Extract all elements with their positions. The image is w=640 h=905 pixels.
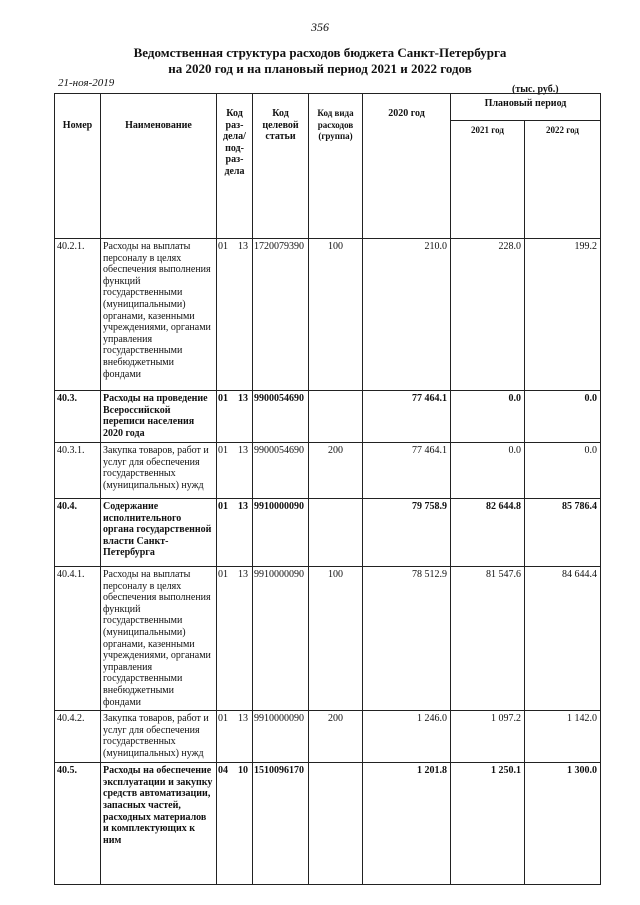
header-2021: 2021 год xyxy=(451,121,525,239)
row-value-2020: 77 464.1 xyxy=(363,443,451,499)
row-value-2021: 81 547.6 xyxy=(451,567,525,711)
podrazdel-code: 10 xyxy=(238,765,248,777)
razdel-code: 01 xyxy=(218,713,228,725)
row-value-2022: 199.2 xyxy=(525,239,601,391)
table-row xyxy=(55,391,601,443)
row-target-code: 1510096170 xyxy=(253,763,309,885)
header-target: Код целевой статьи xyxy=(253,94,309,239)
razdel-code: 01 xyxy=(218,569,228,580)
row-target-code: 9910000090 xyxy=(253,499,309,567)
header-2020: 2020 год xyxy=(363,94,451,239)
row-razdel xyxy=(217,239,253,391)
row-number: 40.4.2. xyxy=(55,711,101,763)
podrazdel-code: 13 xyxy=(238,501,248,512)
row-name: Расходы на проведение Всероссийской переписи населения 2020 года xyxy=(101,391,217,443)
row-razdel xyxy=(217,391,253,443)
row-razdel xyxy=(217,443,253,499)
page-number: 356 xyxy=(311,20,329,34)
row-value-2020: 77 464.1 xyxy=(363,391,451,443)
podrazdel-code: 13 xyxy=(238,241,248,252)
row-value-2022: 0.0 xyxy=(525,443,601,499)
row-vid-code xyxy=(309,391,363,443)
row-number: 40.4.1. xyxy=(55,567,101,711)
row-vid-code xyxy=(309,763,363,885)
row-name: Закупка товаров, работ и услуг для обеспечения государственных (муниципальных) нужд xyxy=(101,711,217,763)
row-value-2020: 1 201.8 xyxy=(363,763,451,885)
row-value-2022: 0.0 xyxy=(525,391,601,443)
row-value-2022: 85 786.4 xyxy=(525,499,601,567)
row-value-2021: 82 644.8 xyxy=(451,499,525,567)
row-target-code: 9900054690 xyxy=(253,443,309,499)
row-target-code: 9910000090 xyxy=(253,567,309,711)
table-row xyxy=(55,443,601,499)
razdel-code: 04 xyxy=(218,765,228,777)
row-razdel xyxy=(217,567,253,711)
row-value-2021: 0.0 xyxy=(451,443,525,499)
header-2022: 2022 год xyxy=(525,121,601,239)
row-name: Расходы на выплаты персоналу в целях обеспечения выполнения функций государственными (муниципальными) органами, казенными учреждениями, органами управления государственными внебюджетными фондами xyxy=(101,239,217,391)
row-razdel xyxy=(217,499,253,567)
row-target-code: 1720079390 xyxy=(253,239,309,391)
header-number: Номер xyxy=(55,94,101,239)
row-number: 40.4. xyxy=(55,499,101,567)
row-name: Расходы на выплаты персоналу в целях обеспечения выполнения функций государственными (муниципальными) органами, казенными учреждениями, органами управления государственными внебюджетными фондами xyxy=(101,567,217,711)
row-value-2022: 84 644.4 xyxy=(525,567,601,711)
row-razdel xyxy=(217,763,253,885)
row-name: Содержание исполнительного органа государственной власти Санкт-Петербурга xyxy=(101,499,217,567)
row-number: 40.5. xyxy=(55,763,101,885)
row-number: 40.3. xyxy=(55,391,101,443)
units-label: (тыс. руб.) xyxy=(512,84,559,95)
row-value-2020: 79 758.9 xyxy=(363,499,451,567)
razdel-code: 01 xyxy=(218,241,228,252)
header-razdel: Код раз-дела/ под-раз-дела xyxy=(217,94,253,239)
document-title xyxy=(0,45,640,77)
row-target-code: 9900054690 xyxy=(253,391,309,443)
row-value-2022: 1 300.0 xyxy=(525,763,601,885)
row-vid-code: 100 xyxy=(309,239,363,391)
podrazdel-code: 13 xyxy=(238,445,248,456)
row-value-2021: 1 097.2 xyxy=(451,711,525,763)
table-row xyxy=(55,239,601,391)
header-vid: Код вида расходов (группа) xyxy=(309,94,363,239)
table-row xyxy=(55,567,601,711)
table-row xyxy=(55,763,601,885)
row-name: Расходы на обеспечение эксплуатации и закупку средств автоматизации, запасных частей, расходных материалов и комплектующих к ним xyxy=(101,763,217,885)
row-number: 40.2.1. xyxy=(55,239,101,391)
table-row xyxy=(55,711,601,763)
podrazdel-code: 13 xyxy=(238,569,248,580)
razdel-code: 01 xyxy=(218,445,228,456)
document-date: 21-ноя-2019 xyxy=(58,77,115,89)
razdel-code: 01 xyxy=(218,393,228,404)
row-value-2022: 1 142.0 xyxy=(525,711,601,763)
razdel-code: 01 xyxy=(218,501,228,512)
row-name: Закупка товаров, работ и услуг для обеспечения государственных (муниципальных) нужд xyxy=(101,443,217,499)
table-row xyxy=(55,499,601,567)
row-vid-code: 200 xyxy=(309,711,363,763)
row-value-2020: 78 512.9 xyxy=(363,567,451,711)
budget-table xyxy=(54,93,601,885)
row-value-2021: 0.0 xyxy=(451,391,525,443)
header-name: Наименование xyxy=(101,94,217,239)
row-vid-code: 100 xyxy=(309,567,363,711)
podrazdel-code: 13 xyxy=(238,713,248,725)
row-vid-code: 200 xyxy=(309,443,363,499)
row-vid-code xyxy=(309,499,363,567)
row-razdel xyxy=(217,711,253,763)
title-line-1: Ведомственная структура расходов бюджета Санкт-Петербурга xyxy=(133,45,507,60)
row-target-code: 9910000090 xyxy=(253,711,309,763)
title-line-2: на 2020 год и на плановый период 2021 и 2022 годов xyxy=(168,61,472,76)
row-number: 40.3.1. xyxy=(55,443,101,499)
podrazdel-code: 13 xyxy=(238,393,248,404)
row-value-2020: 210.0 xyxy=(363,239,451,391)
row-value-2021: 1 250.1 xyxy=(451,763,525,885)
row-value-2020: 1 246.0 xyxy=(363,711,451,763)
row-value-2021: 228.0 xyxy=(451,239,525,391)
header-planned-period: Плановый период xyxy=(451,94,601,121)
